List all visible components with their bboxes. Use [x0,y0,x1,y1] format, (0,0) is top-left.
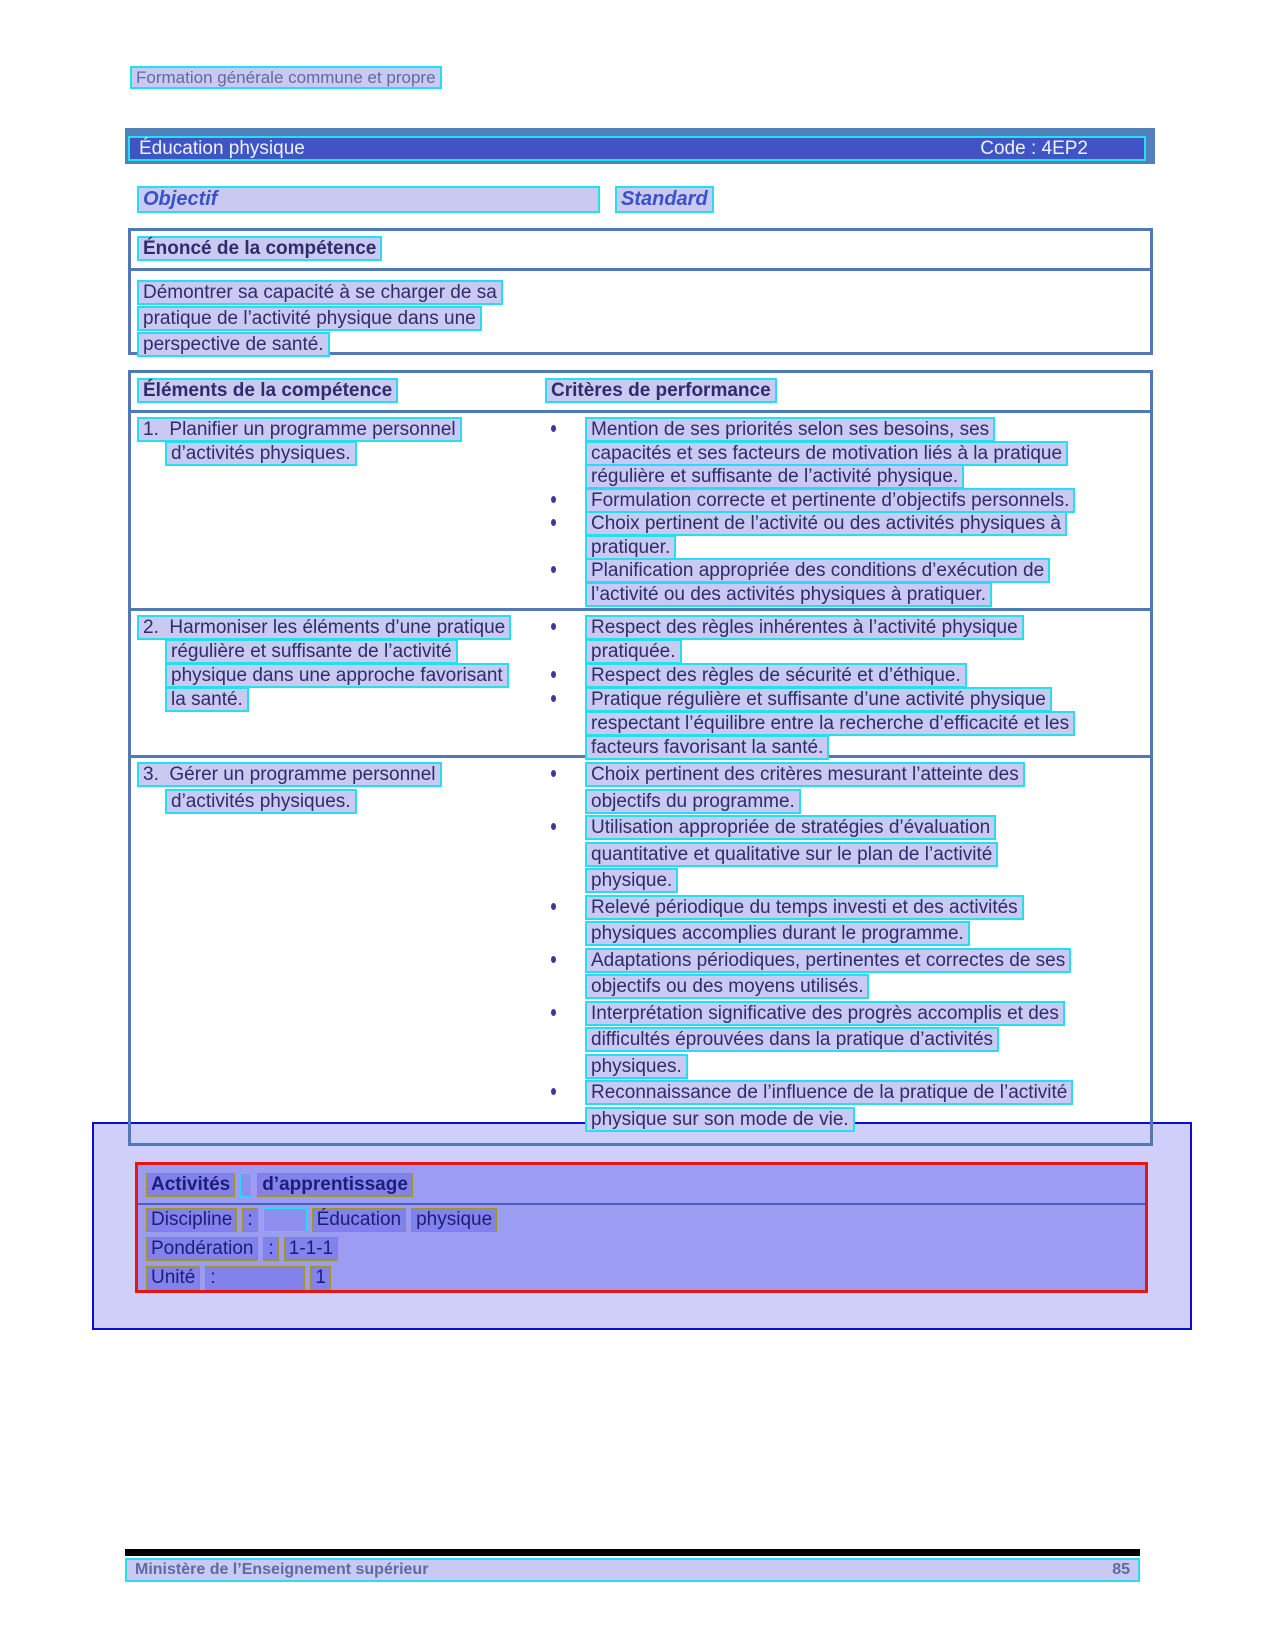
highlighted-text: physiques accomplies durant le programme. [585,921,970,946]
competence-row [131,758,1150,1143]
criteria-line [547,762,1147,789]
enonce-line [137,280,1150,306]
activites-row [138,1234,1145,1263]
competence-row [131,413,1150,611]
highlighted-text: Démontrer sa capacité à se charger de sa [137,280,503,305]
activites-row [138,1263,1145,1292]
bullet-icon [551,496,556,503]
highlighted-text: Planification appropriée des conditions d’exécution de [585,558,1050,583]
criteria-line [547,687,1147,711]
criteria-line [547,488,1147,512]
enonce-title: Énoncé de la compétence [137,236,382,261]
highlighted-text: Relevé périodique du temps investi et des activités [585,895,1024,920]
criteria-line [547,711,1147,735]
element-line [137,687,537,711]
row-value-word: 1 [310,1266,331,1290]
criteria-line [547,663,1147,687]
highlighted-text: Choix pertinent des critères mesurant l’atteinte des [585,762,1025,787]
highlighted-text: Reconnaissance de l’influence de la pratique de l’activité [585,1080,1073,1105]
element-line [137,639,537,663]
criteria-line [547,974,1147,1001]
activites-title-word: d’apprentissage [257,1173,413,1197]
performance-criteria-cell [547,615,1147,759]
highlighted-text: perspective de santé. [137,332,330,357]
criteria-line [547,948,1147,975]
competence-row [131,611,1150,758]
highlighted-text: objectifs ou des moyens utilisés. [585,974,869,999]
highlighted-text: pratiquée. [585,639,682,664]
competence-element-cell [137,417,537,464]
criteria-line [547,1027,1147,1054]
highlighted-text: physique. [585,868,678,893]
activites-title-row [138,1165,1145,1205]
highlighted-text: quantitative et qualitative sur le plan de l’activité [585,842,998,867]
highlighted-text: capacités et ses facteurs de motivation liés à la pratique [585,441,1068,466]
highlighted-text: difficultés éprouvées dans la pratique d’activités [585,1027,999,1052]
word-gap-box [240,1173,252,1197]
highlighted-text: 2. Harmoniser les éléments d’une pratique [137,615,511,640]
row-value-word: Éducation [312,1208,407,1232]
highlighted-text: physique sur son mode de vie. [585,1107,855,1132]
element-line [137,663,537,687]
highlighted-text: pratique de l’activité physique dans une [137,306,482,331]
competence-element-cell [137,762,537,815]
highlighted-text: Formulation correcte et pertinente d’objectifs personnels. [585,488,1075,513]
bullet-icon [551,695,556,702]
criteria-line [547,417,1147,441]
bullet-icon [551,425,556,432]
row-colon: : [263,1237,278,1261]
bullet-icon [551,1009,556,1016]
header-bar [125,128,1155,164]
competence-col1-header: Éléments de la compétence [137,378,398,403]
highlighted-text: la santé. [165,687,249,712]
bullet-icon [551,671,556,678]
highlighted-text: 1. Planifier un programme personnel [137,417,462,442]
page-number: 85 [1112,1561,1130,1578]
highlighted-text: 3. Gérer un programme personnel [137,762,442,787]
criteria-line [547,842,1147,869]
highlighted-text: régulière et suffisante de l’activité physique. [585,464,964,489]
highlighted-text: objectifs du programme. [585,789,801,814]
header-highlight-band [128,136,1146,161]
bullet-icon [551,1088,556,1095]
criteria-line [547,895,1147,922]
enonce-table [128,228,1153,355]
highlighted-text: physiques. [585,1054,688,1079]
highlighted-text: d’activités physiques. [165,441,357,466]
highlighted-text: Pratique régulière et suffisante d’une activité physique [585,687,1052,712]
footer-rule [125,1549,1140,1556]
competence-element-cell [137,615,537,711]
criteria-line [547,735,1147,759]
footer [125,1558,1140,1582]
bullet-icon [551,519,556,526]
bullet-icon [551,956,556,963]
heading-objectif: Objectif [137,186,600,213]
row-value-word: 1-1-1 [284,1237,338,1261]
row-value-word: physique [411,1208,497,1232]
row-label: Discipline [146,1208,237,1232]
highlighted-text: Respect des règles inhérentes à l’activité physique [585,615,1024,640]
bullet-icon [551,823,556,830]
activites-rows [138,1205,1145,1292]
highlighted-text: physique dans une approche favorisant [165,663,509,688]
highlighted-text: facteurs favorisant la santé. [585,735,829,760]
competence-table-header [131,373,1150,413]
performance-criteria-cell [547,417,1147,605]
enonce-body [131,271,1150,358]
header-title: Éducation physique [139,137,305,159]
section-label [130,66,442,89]
highlighted-text: respectant l’équilibre entre la recherche d’efficacité et les [585,711,1075,736]
header-code: Code : 4EP2 [980,137,1088,159]
row-label: Unité [146,1266,200,1290]
footer-text: Ministère de l’Enseignement supérieur [135,1561,429,1578]
row-colon: : [205,1266,305,1290]
element-line [137,789,537,816]
word-gap-box [263,1208,307,1232]
criteria-line [547,535,1147,559]
highlighted-text: Choix pertinent de l’activité ou des activités physiques à [585,511,1067,536]
highlighted-text: Utilisation appropriée de stratégies d’évaluation [585,815,996,840]
enonce-line [137,332,1150,358]
bullet-icon [551,770,556,777]
criteria-line [547,441,1147,465]
criteria-line [547,1054,1147,1081]
highlighted-text: Respect des règles de sécurité et d’éthique. [585,663,967,688]
section-label-text: Formation générale commune et propre [130,66,442,89]
criteria-line [547,815,1147,842]
activites-title-word: Activités [146,1173,235,1197]
highlighted-text: Interprétation significative des progrès accomplis et des [585,1001,1065,1026]
performance-criteria-cell [547,762,1147,1133]
highlighted-text: d’activités physiques. [165,789,357,814]
enonce-line [137,306,1150,332]
element-line [137,762,537,789]
bullet-icon [551,903,556,910]
criteria-line [547,464,1147,488]
row-label: Pondération [146,1237,258,1261]
criteria-line [547,1107,1147,1134]
heading-standard: Standard [615,186,714,213]
element-line [137,417,537,441]
criteria-line [547,558,1147,582]
competence-table [128,370,1153,1146]
element-line [137,615,537,639]
bullet-icon [551,566,556,573]
criteria-line [547,868,1147,895]
highlighted-text: l’activité ou des activités physiques à pratiquer. [585,582,992,607]
criteria-line [547,582,1147,606]
row-colon: : [242,1208,257,1232]
criteria-line [547,615,1147,639]
criteria-line [547,921,1147,948]
highlighted-text: pratiquer. [585,535,676,560]
criteria-line [547,511,1147,535]
activites-row [138,1205,1145,1234]
enonce-table-header [131,231,1150,271]
competence-col2-header: Critères de performance [545,378,777,403]
element-line [137,441,537,465]
criteria-line [547,789,1147,816]
criteria-line [547,639,1147,663]
activites-box [135,1162,1148,1293]
bullet-icon [551,623,556,630]
criteria-line [547,1080,1147,1107]
criteria-line [547,1001,1147,1028]
competence-rows [131,413,1150,1143]
highlighted-text: Adaptations périodiques, pertinentes et correctes de ses [585,948,1071,973]
highlighted-text: régulière et suffisante de l’activité [165,639,458,664]
highlighted-text: Mention de ses priorités selon ses besoins, ses [585,417,995,442]
